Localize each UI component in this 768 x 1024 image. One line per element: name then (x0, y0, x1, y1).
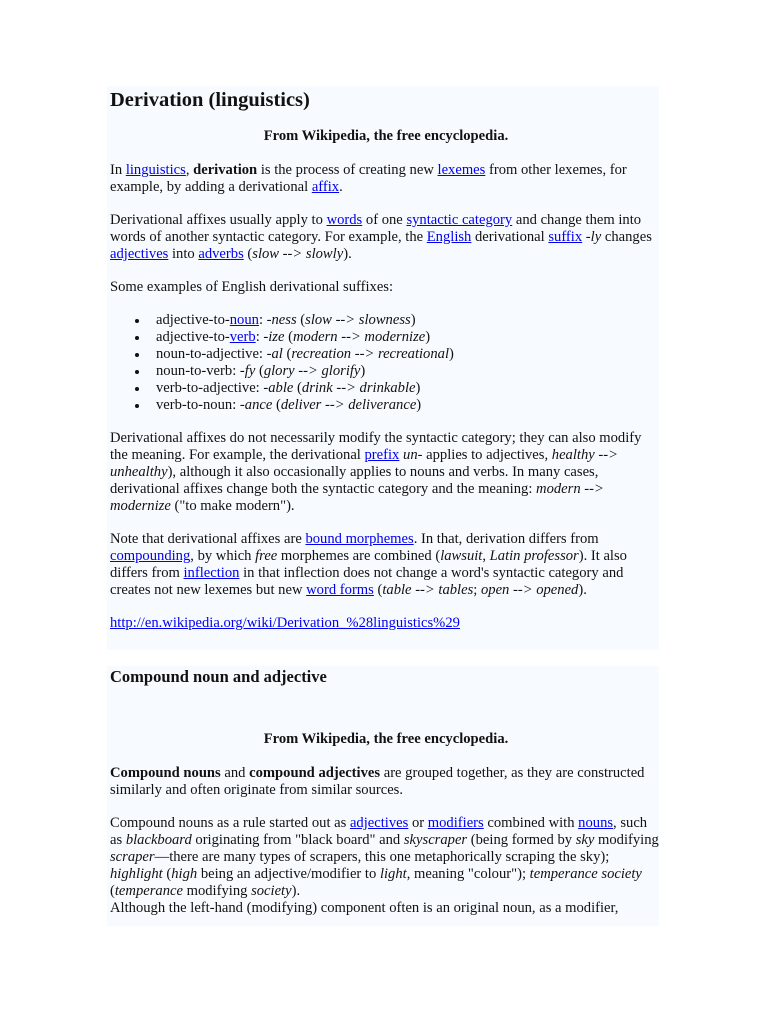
term-derivation: derivation (193, 162, 258, 178)
link-affix[interactable]: affix (311, 179, 340, 195)
link-words[interactable]: words (326, 212, 363, 228)
list-item: noun-to-verb: -fy (glory --> glorify) (156, 363, 662, 380)
article1-title: Derivation (linguistics) (110, 89, 310, 111)
source-url-link[interactable]: http://en.wikipedia.org/wiki/Derivation_%28linguistics%29 (110, 615, 460, 631)
suffix-examples-list (110, 312, 662, 414)
link-adverbs[interactable]: adverbs (198, 246, 244, 262)
article1-paragraph-2: Derivational affixes usually apply to words of one syntactic category and change them into words of another syntactic category. For example, the English derivational suffix -ly changes adjectives into adverbs (slow --> slowly). (110, 212, 652, 262)
list-item: noun-to-adjective: -al (recreation --> recreational) (156, 346, 662, 363)
link-noun[interactable]: noun (229, 312, 259, 328)
link-compounding[interactable]: compounding (110, 548, 191, 564)
article2-paragraph-1: Compound nouns and compound adjectives are grouped together, as they are constructed similarly and often originate from similar sources. (110, 765, 645, 798)
link-lexemes[interactable]: lexemes (437, 162, 486, 178)
link-linguistics[interactable]: linguistics (125, 162, 186, 178)
article1-body (110, 162, 662, 632)
article2-paragraph-2: Compound nouns as a rule started out as adjectives or modifiers combined with nouns, such as blackboard originating from "black board" and skyscraper (being formed by sky modifying scraper—there are many types of scrapers, this one metaphorically scraping the sky); highlight (high being an adjective/modifier to light, meaning "colour"); temperance society (temperance modifying society). (110, 815, 659, 899)
article1-subtitle: From Wikipedia, the free encyclopedia. (263, 128, 509, 144)
list-item: verb-to-noun: -ance (deliver --> deliverance) (156, 397, 662, 414)
link-bound-morphemes[interactable]: bound morphemes (305, 531, 414, 547)
article2-title: Compound noun and adjective (110, 667, 327, 686)
article1-paragraph-4: Derivational affixes do not necessarily modify the syntactic category; they can also modify the meaning. For example, the derivational prefix un- applies to adjectives, healthy --> unhealthy), although it also occasionally applies to nouns and verbs. In many cases, derivational affixes change both the syntactic category and the meaning: modern --> modernize ("to make modern"). (110, 430, 642, 514)
link-inflection[interactable]: inflection (183, 565, 240, 581)
list-item: adjective-to-verb: -ize (modern --> modernize) (156, 329, 662, 346)
link-verb[interactable]: verb (229, 329, 256, 345)
list-item: verb-to-adjective: -able (drink --> drinkable) (156, 380, 662, 397)
link-adjectives[interactable]: adjectives (110, 246, 169, 262)
link-syntactic-category[interactable]: syntactic category (406, 212, 513, 228)
link-suffix[interactable]: suffix (548, 229, 583, 245)
link-modifiers[interactable]: modifiers (427, 815, 484, 831)
link-word-forms[interactable]: word forms (306, 582, 374, 598)
article2-subtitle: From Wikipedia, the free encyclopedia. (263, 731, 509, 747)
article1-source (110, 615, 662, 632)
link-nouns[interactable]: nouns (578, 815, 614, 831)
article1-paragraph-3: Some examples of English derivational suffixes: (110, 279, 394, 295)
link-english[interactable]: English (426, 229, 472, 245)
link-adjectives-2[interactable]: adjectives (349, 815, 409, 831)
article1-paragraph-1: In linguistics, derivation is the process of creating new lexemes from other lexemes, for example, by adding a derivational affix. (110, 162, 627, 195)
article2-body (110, 765, 662, 917)
list-item: adjective-to-noun: -ness (slow --> slowness) (156, 312, 662, 329)
article2-paragraph-3: Although the left-hand (modifying) component often is an original noun, as a modifier, (110, 900, 619, 916)
link-prefix[interactable]: prefix (364, 447, 400, 463)
article1-paragraph-5: Note that derivational affixes are bound morphemes. In that, derivation differs from compounding, by which free morphemes are combined (lawsuit, Latin professor). It also differs from inflection in that inflection does not change a word's syntactic category and creates not new lexemes but new word forms (table --> tables; open --> opened). (110, 531, 627, 598)
